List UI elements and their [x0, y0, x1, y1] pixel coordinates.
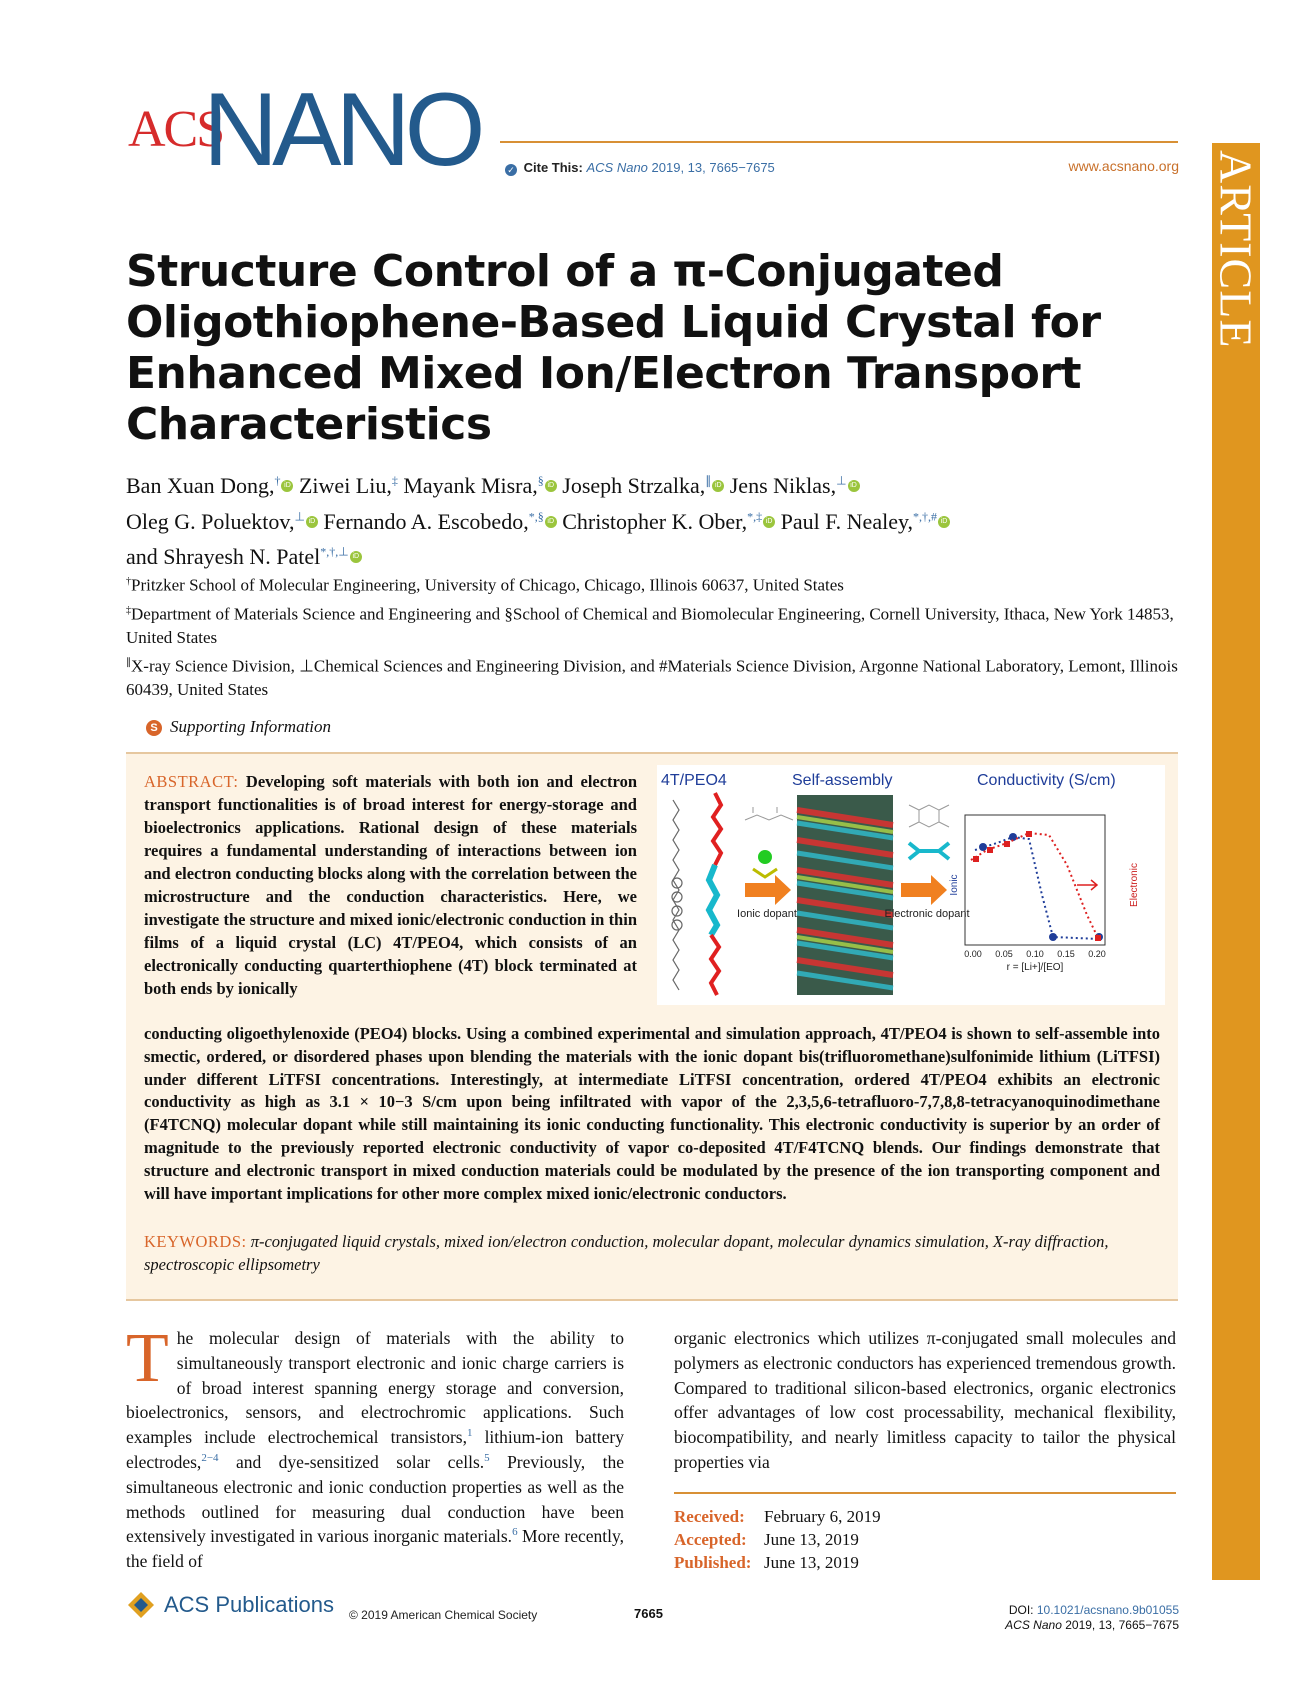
abstract-label: ABSTRACT:	[144, 772, 239, 791]
ionic-dopant-molecule	[745, 807, 793, 820]
lithium-ion-icon	[758, 850, 772, 864]
journal-logo-acs: ACS	[128, 101, 224, 158]
author[interactable]: and Shrayesh N. Patel*,†,⊥ iD	[126, 544, 362, 569]
toc-xtick: 0.20	[1088, 949, 1106, 959]
toc-label-conductivity: Conductivity (S/cm)	[977, 772, 1116, 789]
ref-link[interactable]: 2−4	[201, 1452, 219, 1465]
toc-graphic	[657, 765, 1165, 1005]
toc-chart-xticks	[964, 949, 1106, 959]
author[interactable]: Oleg G. Poluektov,⊥ iD	[126, 509, 318, 534]
arrow-electronic	[901, 875, 947, 905]
wedge-icon	[753, 869, 777, 877]
orcid-icon: iD	[281, 480, 293, 492]
body-column-2: organic electronics which utilizes π-conjugated small molecules and polymers as electronic conductors has experienced tremendous growth. Compared to traditional silicon-based electronics, organic electronics offer advantages of low cost processability, mechanical flexibility, biocompatibility, and nearly limitless capacity to tailor the physical properties via	[674, 1328, 1176, 1472]
header-rule	[500, 141, 1178, 143]
toc-chart-ylabel-left: Ionic	[949, 874, 960, 896]
arrow-ionic	[745, 875, 791, 905]
toc-xtick: 0.05	[995, 949, 1013, 959]
toc-chart-arrow	[1077, 880, 1097, 890]
toc-xtick: 0.00	[964, 949, 982, 959]
author[interactable]: Paul F. Nealey,*,†,# iD	[781, 509, 950, 534]
toc-label-4t-peo4: 4T/PEO4	[661, 772, 727, 789]
author[interactable]: Ziwei Liu,‡	[298, 473, 398, 499]
orcid-icon: iD	[712, 480, 724, 492]
author[interactable]: Mayank Misra,§ iD	[403, 473, 556, 498]
affiliation: †Pritzker School of Molecular Engineering, University of Chicago, Chicago, Illinois 60637, United States	[126, 575, 844, 595]
journal-logo-nano: NANO	[203, 72, 480, 188]
cite-label: Cite This:	[523, 160, 583, 175]
ref-link[interactable]: 5	[484, 1452, 490, 1465]
toc-chart-ylabel-right: Electronic	[1129, 863, 1140, 907]
author[interactable]: Christopher K. Ober,*,‡ iD	[562, 509, 775, 534]
date-row: Accepted: June 13, 2019	[674, 1530, 859, 1549]
author[interactable]: Joseph Strzalka,∥ iD	[562, 473, 724, 498]
electronic-dopant-molecule	[909, 805, 949, 827]
author[interactable]: Fernando A. Escobedo,*,§ iD	[323, 509, 556, 534]
body-column-1: The molecular design of materials with the ability to simultaneously transport electronic and ionic charge carriers is of broad interest spanning energy storage and conversion, bioelectronics, sensors, and electrochromic applications. Such examples include electrochemical transistors,$^1$ lithium-ion battery electrodes,$^{2-4}$ and dye-sensitized solar cells.$^5$ Previously, the simultaneous electronic and ionic conduction properties as well as the methods outlined for measuring dual conduction have been extensively investigated in various inorganic materials.$^6$ More recently, the field of	[126, 1320, 625, 1572]
keywords: KEYWORDS: π-conjugated liquid crystals, mixed ion/electron conduction, molecular dopant, molecular dynamics simulation, X-ray diffraction, spectroscopic ellipsometry	[144, 1232, 1109, 1274]
supporting-info-link[interactable]: S Supporting Information	[146, 717, 331, 737]
toc-electronic-points	[973, 831, 1101, 941]
dates-rule	[674, 1492, 1176, 1494]
affiliation: ‡Department of Materials Science and Engineering and §School of Chemical and Biomolecular Engineering, Cornell University, Ithaca, New York 14853, United States	[126, 604, 1174, 647]
abstract-part2: conducting oligoethylenoxide (PEO4) blocks. Using a combined experimental and simulation approach, 4T/PEO4 is shown to self-assemble into smectic, ordered, or disordered phases upon blending the materials with the ionic dopant bis(trifluoromethane)sulfonimide lithium (LiTFSI) under different LiTFSI concentrations. Interestingly, at intermediate LiTFSI concentration, ordered 4T/PEO4 exhibits an electronic conductivity as high as 3.1 × 10−3 S/cm upon being infiltrated with vapor of the 2,3,5,6-tetrafluoro-7,7,8,8-tetracyanoquinodimethane (F4TCNQ) molecular dopant while still maintaining its ionic conducting functionality. This electronic conductivity is superior by an order of magnitude to the previously reported electronic conductivity of vapor co-deposited 4T/F4TCNQ blends. Our findings demonstrate that structure and electronic transport in mixed conduction materials could be modulated by the presence of the ion transporting component and will have important implications for other more complex mixed ionic/electronic conductors.	[144, 1024, 1160, 1203]
date-row: Published: June 13, 2019	[674, 1553, 859, 1572]
author[interactable]: Jens Niklas,⊥ iD	[730, 473, 860, 498]
keywords-label: KEYWORDS:	[144, 1232, 247, 1251]
ref-link[interactable]: 1	[466, 1427, 473, 1440]
author-list	[126, 466, 1186, 572]
affiliation: ∥X-ray Science Division, ⊥Chemical Sciences and Engineering Division, and #Materials Science Division, Argonne National Laboratory, Lemont, Illinois 60439, United States	[126, 656, 1178, 699]
orcid-icon: iD	[350, 551, 362, 563]
toc-ionic-curve	[975, 837, 1099, 939]
orcid-icon: iD	[545, 516, 557, 528]
publication-dates	[674, 1505, 881, 1574]
page-number: 7665	[634, 1606, 663, 1621]
cite-journal: ACS Nano	[586, 160, 648, 175]
ref-link[interactable]: 6	[512, 1526, 518, 1539]
toc-chart-xlabel: r = [Li+]/[EO]	[1006, 962, 1064, 973]
acs-publications-logo[interactable]: ACS Publications	[126, 1590, 334, 1620]
doi-block: DOI: 10.1021/acsnano.9b01055 ACS Nano 2019, 13, 7665−7675	[1005, 1603, 1179, 1632]
supporting-info-icon: S	[146, 720, 162, 736]
check-icon: ✓	[505, 164, 517, 176]
f4tcnq-model	[909, 843, 949, 859]
molecule-model	[709, 793, 721, 995]
copyright: © 2019 American Chemical Society	[349, 1608, 538, 1622]
acs-diamond-icon	[126, 1590, 156, 1620]
dropcap: T	[126, 1320, 169, 1397]
orcid-icon: iD	[763, 516, 775, 528]
arrow-electronic-label: Electronic dopant	[884, 908, 970, 920]
cite-line[interactable]	[505, 160, 775, 176]
orcid-icon: iD	[938, 516, 950, 528]
toc-xtick: 0.15	[1057, 949, 1075, 959]
abstract-part1: ABSTRACT: Developing soft materials with both ion and electron transport functionalities is of broad interest for energy-storage and bioelectronics applications. Rational design of these materials requires a fundamental understanding of interactions between ion and electron conducting blocks along with the correlation between the microstructure and the conduction characteristics. Here, we investigate the structure and mixed ionic/electronic conduction in thin films of a liquid crystal (LC) 4T/PEO4, which consists of an electronically conducting quarterthiophene (4T) block terminated at both ends by ionically	[144, 772, 638, 998]
article-title: Structure Control of a π-Conjugated Oligothiophene-Based Liquid Crystal for Enhanced Mixed Ion/Electron Transport Characteristics	[126, 246, 1101, 450]
toc-label-self-assembly: Self-assembly	[792, 772, 893, 789]
article-sidebar-label: ARTICLE	[1210, 150, 1262, 349]
orcid-icon: iD	[545, 480, 557, 492]
date-row: Received: February 6, 2019	[674, 1507, 881, 1526]
arrow-ionic-label: Ionic dopant	[737, 908, 797, 920]
toc-xtick: 0.10	[1026, 949, 1044, 959]
cite-ref: 2019, 13, 7665−7675	[651, 160, 775, 175]
author[interactable]: Ban Xuan Dong,† iD	[126, 473, 293, 498]
molecule-skeleton	[672, 800, 682, 990]
orcid-icon: iD	[848, 480, 860, 492]
journal-url[interactable]: www.acsnano.org	[1068, 158, 1179, 174]
doi-link[interactable]: 10.1021/acsnano.9b01055	[1036, 1603, 1179, 1617]
toc-chart	[949, 815, 1140, 973]
orcid-icon: iD	[306, 516, 318, 528]
